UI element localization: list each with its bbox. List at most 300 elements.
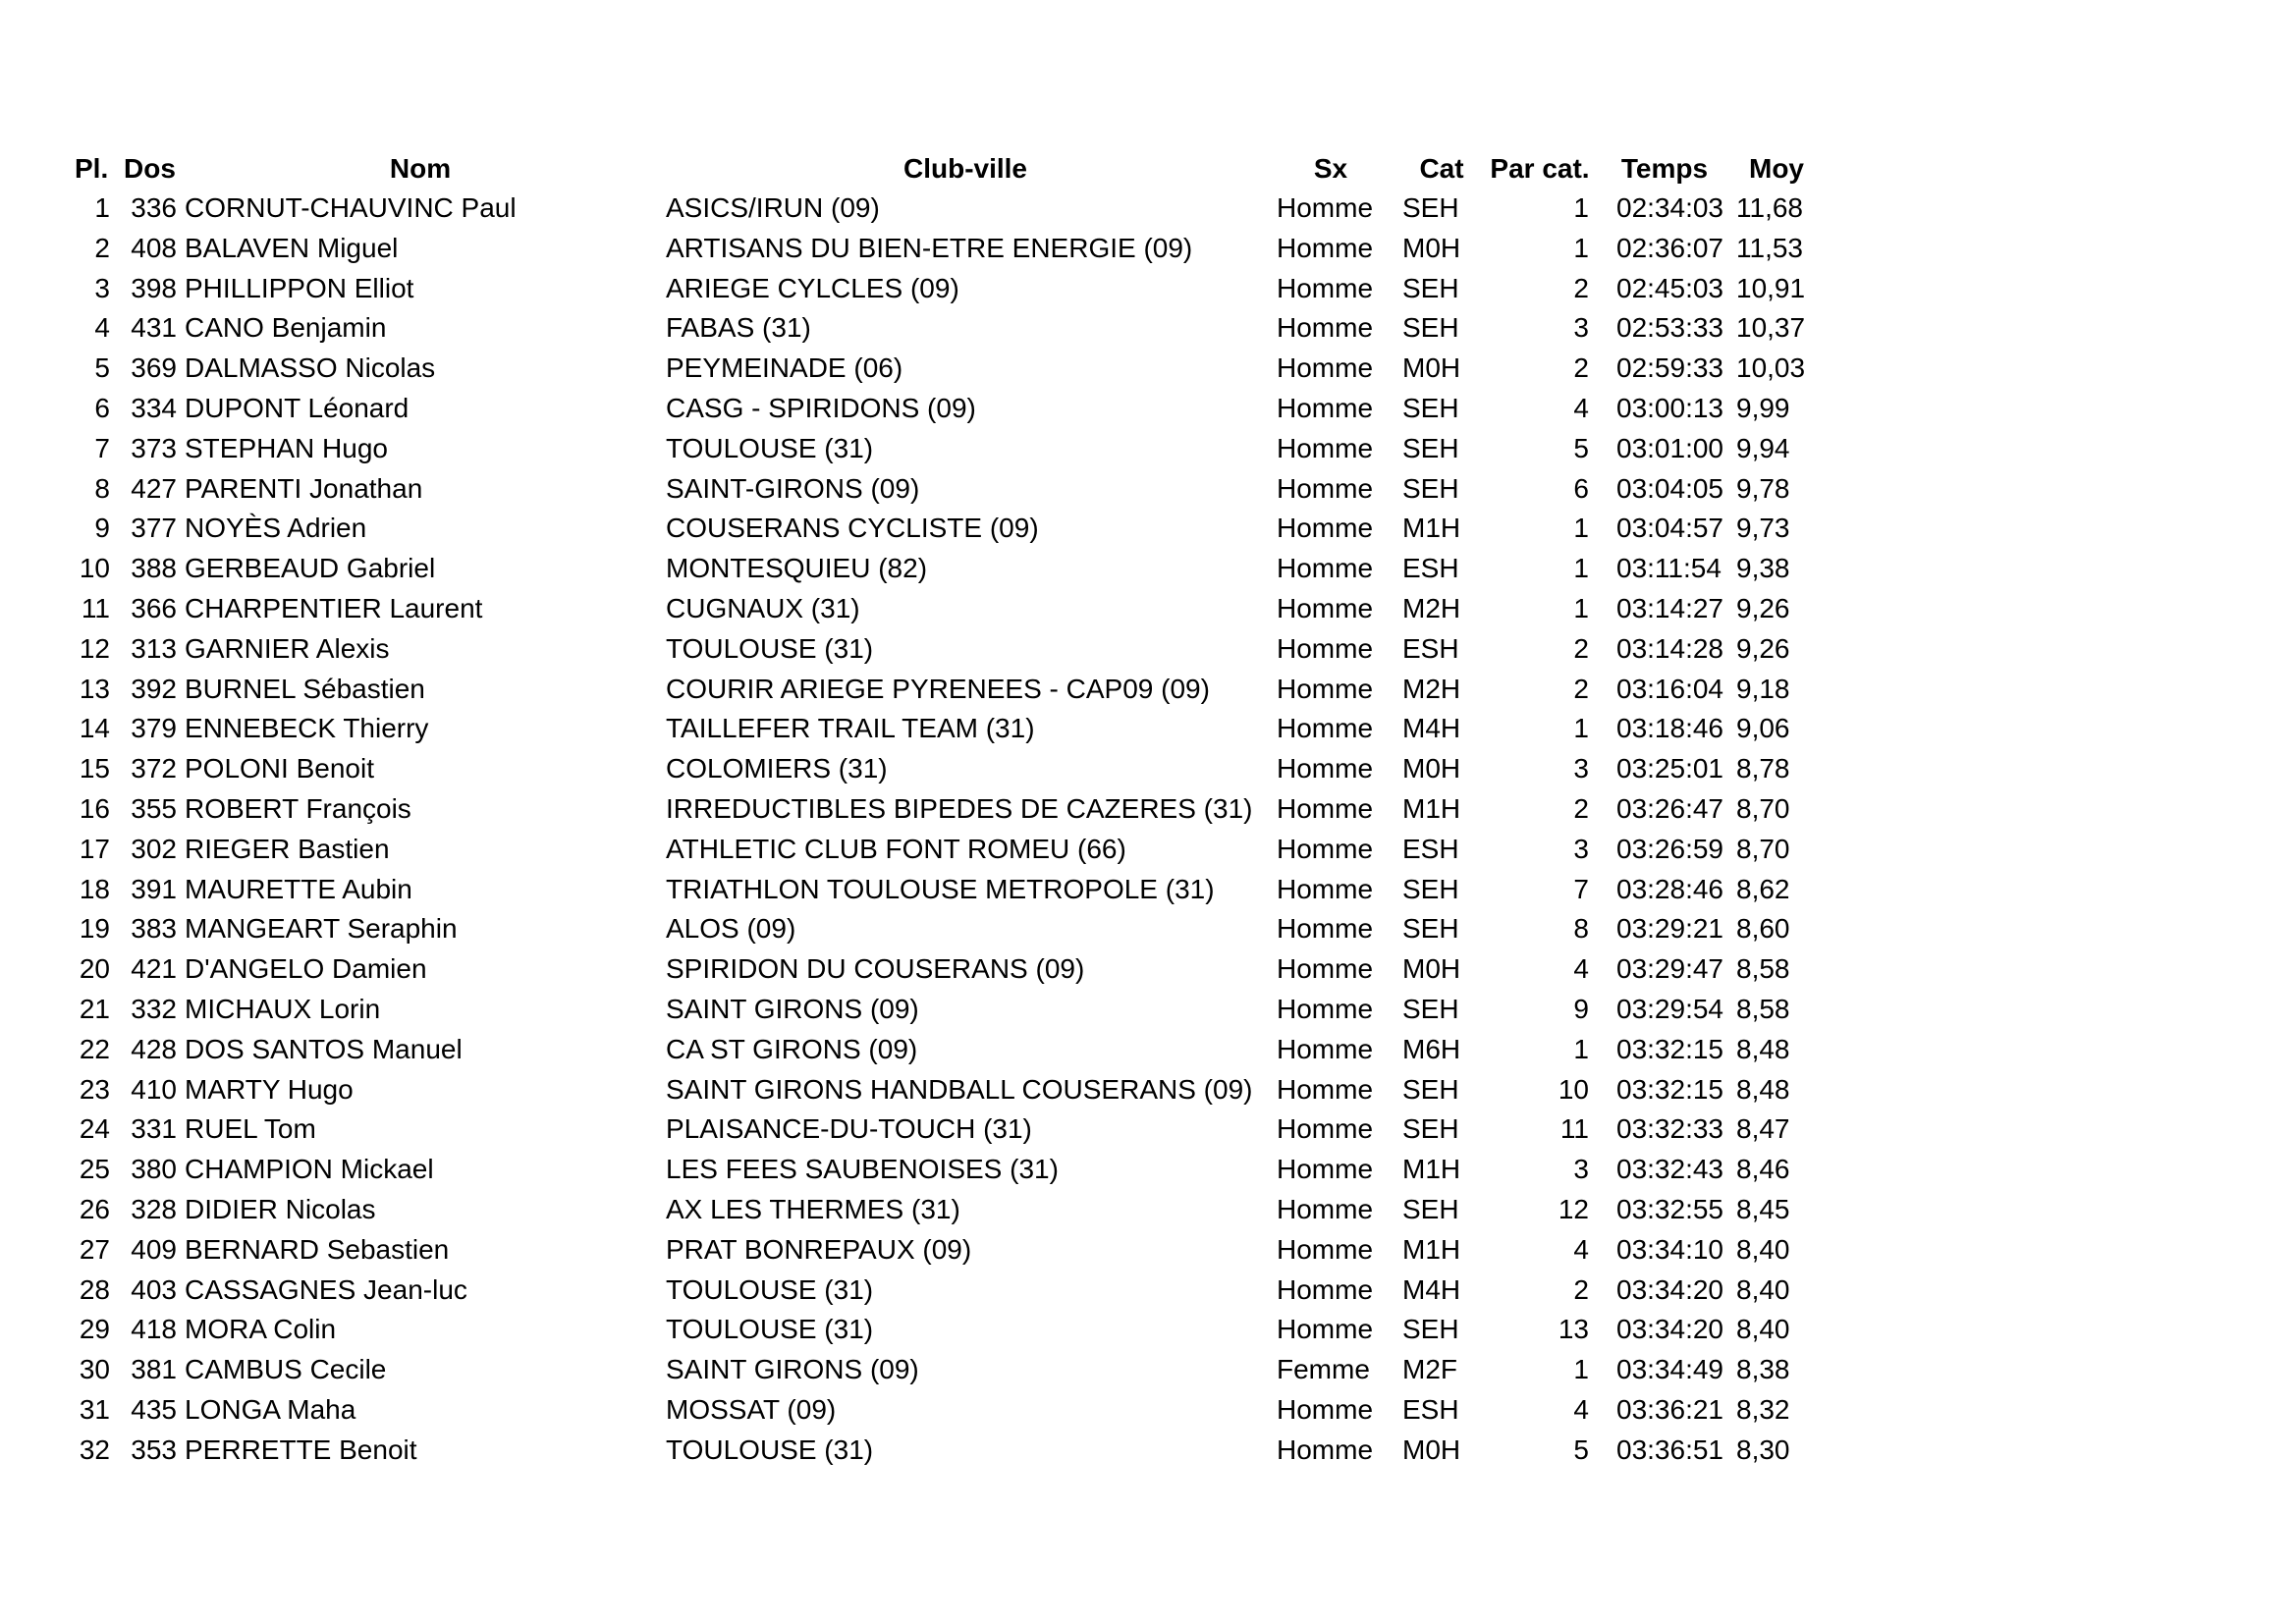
- cell-par-cat: 4: [1573, 1394, 1589, 1425]
- cell-club: AX LES THERMES (31): [666, 1194, 960, 1224]
- cell-dos: 410: [131, 1073, 177, 1105]
- cell-dos: 435: [131, 1394, 177, 1425]
- cell-sx: Homme: [1277, 1394, 1374, 1425]
- table-header: [0, 149, 2296, 189]
- cell-club: TOULOUSE (31): [666, 1314, 874, 1345]
- table-row: [0, 1030, 2296, 1069]
- cell-cat: SEH: [1402, 1113, 1459, 1145]
- cell-par-cat: 3: [1573, 1154, 1589, 1185]
- cell-par-cat: 1: [1573, 553, 1589, 584]
- cell-par-cat: 1: [1573, 232, 1589, 263]
- table-row: [0, 1390, 2296, 1430]
- cell-dos: 331: [131, 1113, 177, 1145]
- cell-temps: 03:14:27: [1616, 593, 1723, 623]
- table-row: [0, 909, 2296, 948]
- table-row: [0, 749, 2296, 788]
- cell-moy: 8,40: [1736, 1233, 1790, 1265]
- cell-pl: 13: [79, 673, 110, 704]
- cell-temps: 03:00:13: [1616, 393, 1723, 423]
- cell-par-cat: 2: [1573, 632, 1589, 664]
- header-club: Club-ville: [902, 153, 1027, 184]
- cell-sx: Homme: [1277, 833, 1374, 864]
- cell-nom: GERBEAUD Gabriel: [185, 553, 436, 584]
- cell-moy: 8,70: [1736, 793, 1790, 824]
- cell-temps: 03:32:33: [1616, 1113, 1723, 1145]
- cell-nom: CANO Benjamin: [185, 312, 387, 344]
- cell-moy: 9,26: [1736, 593, 1790, 623]
- header-temps: Temps: [1620, 153, 1709, 184]
- cell-temps: 03:34:10: [1616, 1233, 1723, 1265]
- cell-moy: 8,60: [1736, 913, 1790, 945]
- cell-temps: 03:29:54: [1616, 994, 1723, 1024]
- cell-sx: Homme: [1277, 272, 1374, 303]
- cell-pl: 31: [79, 1394, 110, 1425]
- cell-club: ARTISANS DU BIEN-ETRE ENERGIE (09): [666, 232, 1193, 263]
- cell-cat: SEH: [1402, 1314, 1459, 1345]
- cell-moy: 11,68: [1736, 192, 1803, 223]
- cell-cat: ESH: [1402, 1394, 1459, 1425]
- cell-temps: 03:29:47: [1616, 953, 1723, 985]
- cell-temps: 02:36:07: [1616, 232, 1723, 263]
- cell-moy: 8,70: [1736, 833, 1790, 864]
- cell-dos: 334: [131, 393, 177, 423]
- cell-sx: Homme: [1277, 1434, 1374, 1465]
- cell-cat: SEH: [1402, 994, 1459, 1024]
- cell-nom: CASSAGNES Jean-luc: [185, 1273, 467, 1305]
- table-row: [0, 389, 2296, 428]
- cell-nom: CAMBUS Cecile: [185, 1354, 387, 1385]
- cell-moy: 8,40: [1736, 1314, 1790, 1345]
- cell-moy: 10,37: [1736, 312, 1806, 344]
- cell-sx: Homme: [1277, 1033, 1374, 1064]
- cell-temps: 03:28:46: [1616, 873, 1723, 904]
- table-row: [0, 229, 2296, 268]
- cell-par-cat: 3: [1573, 753, 1589, 784]
- cell-par-cat: 2: [1573, 352, 1589, 384]
- cell-moy: 9,26: [1736, 632, 1790, 664]
- cell-dos: 355: [131, 793, 177, 824]
- cell-cat: M6H: [1402, 1033, 1461, 1064]
- cell-sx: Homme: [1277, 472, 1374, 504]
- cell-temps: 03:18:46: [1616, 713, 1723, 744]
- cell-pl: 15: [79, 753, 110, 784]
- cell-club: MONTESQUIEU (82): [666, 553, 928, 584]
- table-row: [0, 709, 2296, 748]
- cell-dos: 380: [131, 1154, 177, 1185]
- cell-club: CASG - SPIRIDONS (09): [666, 393, 976, 423]
- cell-pl: 9: [94, 513, 110, 544]
- cell-moy: 8,46: [1736, 1154, 1790, 1185]
- cell-dos: 427: [131, 472, 177, 504]
- cell-nom: BALAVEN Miguel: [185, 232, 399, 263]
- cell-moy: 9,73: [1736, 513, 1790, 544]
- header-sx: Sx: [1313, 153, 1348, 184]
- cell-club: ARIEGE CYLCLES (09): [666, 272, 959, 303]
- cell-sx: Homme: [1277, 793, 1374, 824]
- table-row: [0, 1150, 2296, 1189]
- table-row: [0, 549, 2296, 588]
- cell-cat: ESH: [1402, 632, 1459, 664]
- cell-cat: ESH: [1402, 553, 1459, 584]
- cell-temps: 03:01:00: [1616, 432, 1723, 463]
- cell-nom: STEPHAN Hugo: [185, 432, 388, 463]
- cell-par-cat: 4: [1573, 1233, 1589, 1265]
- cell-temps: 03:26:47: [1616, 793, 1723, 824]
- table-row: [0, 509, 2296, 548]
- cell-sx: Homme: [1277, 593, 1374, 623]
- cell-sx: Homme: [1277, 192, 1374, 223]
- cell-nom: CHAMPION Mickael: [185, 1154, 434, 1185]
- cell-cat: SEH: [1402, 432, 1459, 463]
- cell-club: CA ST GIRONS (09): [666, 1033, 918, 1064]
- cell-nom: POLONI Benoit: [185, 753, 374, 784]
- cell-nom: BURNEL Sébastien: [185, 673, 425, 704]
- cell-sx: Homme: [1277, 553, 1374, 584]
- cell-pl: 7: [94, 432, 110, 463]
- header-pl: Pl.: [75, 153, 109, 184]
- table-row: [0, 629, 2296, 669]
- cell-pl: 27: [79, 1233, 110, 1265]
- cell-nom: RIEGER Bastien: [185, 833, 390, 864]
- cell-par-cat: 12: [1558, 1194, 1589, 1224]
- cell-dos: 366: [131, 593, 177, 623]
- cell-cat: M4H: [1402, 1273, 1461, 1305]
- cell-club: PEYMEINADE (06): [666, 352, 903, 384]
- cell-par-cat: 6: [1573, 472, 1589, 504]
- cell-dos: 377: [131, 513, 177, 544]
- table-row: [0, 830, 2296, 869]
- cell-pl: 4: [94, 312, 110, 344]
- cell-pl: 1: [94, 192, 110, 223]
- cell-nom: GARNIER Alexis: [185, 632, 390, 664]
- cell-pl: 10: [79, 553, 110, 584]
- cell-temps: 03:32:15: [1616, 1073, 1723, 1105]
- cell-temps: 03:36:51: [1616, 1434, 1723, 1465]
- cell-dos: 408: [131, 232, 177, 263]
- table-row: [0, 870, 2296, 909]
- cell-temps: 03:25:01: [1616, 753, 1723, 784]
- cell-pl: 32: [79, 1434, 110, 1465]
- table-row: [0, 308, 2296, 348]
- header-nom: Nom: [389, 153, 452, 184]
- cell-temps: 03:11:54: [1616, 553, 1722, 584]
- cell-sx: Homme: [1277, 1194, 1374, 1224]
- cell-club: CUGNAUX (31): [666, 593, 860, 623]
- cell-par-cat: 1: [1573, 1033, 1589, 1064]
- cell-pl: 22: [79, 1033, 110, 1064]
- cell-nom: BERNARD Sebastien: [185, 1233, 450, 1265]
- table-row: [0, 189, 2296, 228]
- table-row: [0, 1431, 2296, 1470]
- cell-moy: 8,48: [1736, 1073, 1790, 1105]
- cell-nom: DIDIER Nicolas: [185, 1194, 376, 1224]
- cell-club: ATHLETIC CLUB FONT ROMEU (66): [666, 833, 1126, 864]
- cell-moy: 9,78: [1736, 472, 1790, 504]
- table-row: [0, 949, 2296, 989]
- cell-cat: M1H: [1402, 793, 1461, 824]
- table-row: [0, 349, 2296, 388]
- cell-sx: Homme: [1277, 994, 1374, 1024]
- cell-cat: M2H: [1402, 593, 1461, 623]
- cell-par-cat: 2: [1573, 1273, 1589, 1305]
- cell-pl: 8: [94, 472, 110, 504]
- cell-sx: Homme: [1277, 1113, 1374, 1145]
- cell-nom: MANGEART Seraphin: [185, 913, 458, 945]
- cell-cat: M0H: [1402, 232, 1461, 263]
- cell-dos: 302: [131, 833, 177, 864]
- cell-sx: Homme: [1277, 312, 1374, 344]
- cell-pl: 18: [79, 873, 110, 904]
- cell-temps: 03:04:57: [1616, 513, 1723, 544]
- cell-pl: 12: [79, 632, 110, 664]
- cell-moy: 10,03: [1736, 352, 1806, 384]
- cell-par-cat: 10: [1558, 1073, 1589, 1105]
- cell-cat: SEH: [1402, 312, 1459, 344]
- table-row: [0, 670, 2296, 709]
- cell-moy: 11,53: [1736, 232, 1803, 263]
- cell-dos: 403: [131, 1273, 177, 1305]
- cell-cat: M2F: [1402, 1354, 1457, 1385]
- cell-dos: 431: [131, 312, 177, 344]
- cell-pl: 11: [81, 593, 110, 623]
- cell-moy: 8,58: [1736, 994, 1790, 1024]
- cell-nom: DUPONT Léonard: [185, 393, 410, 423]
- cell-pl: 14: [79, 713, 110, 744]
- cell-cat: M0H: [1402, 352, 1461, 384]
- cell-temps: 03:34:49: [1616, 1354, 1723, 1385]
- cell-par-cat: 8: [1573, 913, 1589, 945]
- cell-temps: 03:32:43: [1616, 1154, 1723, 1185]
- cell-cat: SEH: [1402, 272, 1459, 303]
- cell-club: COLOMIERS (31): [666, 753, 888, 784]
- cell-cat: M1H: [1402, 513, 1461, 544]
- cell-par-cat: 3: [1573, 833, 1589, 864]
- cell-sx: Homme: [1277, 1273, 1374, 1305]
- cell-pl: 28: [79, 1273, 110, 1305]
- cell-nom: MICHAUX Lorin: [185, 994, 381, 1024]
- cell-dos: 428: [131, 1033, 177, 1064]
- cell-temps: 03:32:15: [1616, 1033, 1723, 1064]
- cell-nom: CORNUT-CHAUVINC Paul: [185, 192, 517, 223]
- cell-par-cat: 2: [1573, 272, 1589, 303]
- cell-club: LES FEES SAUBENOISES (31): [666, 1154, 1059, 1185]
- cell-club: COURIR ARIEGE PYRENEES - CAP09 (09): [666, 673, 1210, 704]
- cell-dos: 336: [131, 192, 177, 223]
- cell-cat: M0H: [1402, 753, 1461, 784]
- cell-dos: 392: [131, 673, 177, 704]
- cell-temps: 02:53:33: [1616, 312, 1723, 344]
- cell-moy: 8,78: [1736, 753, 1790, 784]
- cell-nom: ENNEBECK Thierry: [185, 713, 429, 744]
- cell-sx: Homme: [1277, 352, 1374, 384]
- cell-pl: 26: [79, 1194, 110, 1224]
- cell-sx: Homme: [1277, 1314, 1374, 1345]
- cell-dos: 369: [131, 352, 177, 384]
- cell-pl: 19: [79, 913, 110, 945]
- cell-sx: Homme: [1277, 232, 1374, 263]
- cell-temps: 03:16:04: [1616, 673, 1723, 704]
- cell-nom: DALMASSO Nicolas: [185, 352, 436, 384]
- cell-temps: 03:14:28: [1616, 632, 1723, 664]
- cell-temps: 03:36:21: [1616, 1394, 1723, 1425]
- header-moy: Moy: [1749, 153, 1804, 184]
- cell-club: COUSERANS CYCLISTE (09): [666, 513, 1039, 544]
- cell-cat: SEH: [1402, 1073, 1459, 1105]
- cell-temps: 03:26:59: [1616, 833, 1723, 864]
- cell-sx: Homme: [1277, 632, 1374, 664]
- cell-dos: 313: [131, 632, 177, 664]
- cell-club: MOSSAT (09): [666, 1394, 837, 1425]
- table-row: [0, 1070, 2296, 1109]
- cell-club: TRIATHLON TOULOUSE METROPOLE (31): [666, 873, 1215, 904]
- cell-moy: 9,94: [1736, 432, 1790, 463]
- cell-moy: 9,18: [1736, 673, 1790, 704]
- cell-temps: 02:59:33: [1616, 352, 1723, 384]
- cell-club: TOULOUSE (31): [666, 632, 874, 664]
- cell-par-cat: 13: [1558, 1314, 1589, 1345]
- cell-sx: Homme: [1277, 913, 1374, 945]
- cell-dos: 353: [131, 1434, 177, 1465]
- table-row: [0, 1350, 2296, 1389]
- cell-temps: 03:29:21: [1616, 913, 1723, 945]
- cell-pl: 29: [79, 1314, 110, 1345]
- cell-moy: 8,30: [1736, 1434, 1790, 1465]
- cell-moy: 8,58: [1736, 953, 1790, 985]
- cell-nom: NOYÈS Adrien: [185, 513, 367, 544]
- cell-club: SAINT-GIRONS (09): [666, 472, 920, 504]
- cell-club: IRREDUCTIBLES BIPEDES DE CAZERES (31): [666, 793, 1253, 824]
- cell-temps: 03:32:55: [1616, 1194, 1723, 1224]
- cell-pl: 23: [79, 1073, 110, 1105]
- cell-sx: Homme: [1277, 1073, 1374, 1105]
- cell-dos: 398: [131, 272, 177, 303]
- cell-cat: SEH: [1402, 472, 1459, 504]
- cell-moy: 8,38: [1736, 1354, 1790, 1385]
- cell-nom: CHARPENTIER Laurent: [185, 593, 483, 623]
- cell-temps: 02:34:03: [1616, 192, 1723, 223]
- cell-nom: D'ANGELO Damien: [185, 953, 427, 985]
- cell-sx: Homme: [1277, 873, 1374, 904]
- cell-pl: 24: [79, 1113, 110, 1145]
- cell-nom: DOS SANTOS Manuel: [185, 1033, 463, 1064]
- cell-par-cat: 9: [1573, 994, 1589, 1024]
- cell-par-cat: 1: [1573, 713, 1589, 744]
- cell-dos: 381: [131, 1354, 177, 1385]
- cell-moy: 8,48: [1736, 1033, 1790, 1064]
- cell-dos: 328: [131, 1194, 177, 1224]
- cell-club: PRAT BONREPAUX (09): [666, 1233, 972, 1265]
- cell-par-cat: 5: [1573, 1434, 1589, 1465]
- cell-dos: 421: [131, 953, 177, 985]
- cell-club: SAINT GIRONS HANDBALL COUSERANS (09): [666, 1073, 1253, 1105]
- cell-cat: SEH: [1402, 393, 1459, 423]
- cell-sx: Homme: [1277, 953, 1374, 985]
- cell-sx: Homme: [1277, 1154, 1374, 1185]
- cell-dos: 332: [131, 994, 177, 1024]
- cell-nom: ROBERT François: [185, 793, 411, 824]
- cell-cat: ESH: [1402, 833, 1459, 864]
- cell-dos: 383: [131, 913, 177, 945]
- cell-sx: Homme: [1277, 513, 1374, 544]
- cell-dos: 391: [131, 873, 177, 904]
- cell-moy: 8,32: [1736, 1394, 1790, 1425]
- cell-temps: 03:34:20: [1616, 1273, 1723, 1305]
- cell-nom: PERRETTE Benoit: [185, 1434, 417, 1465]
- cell-pl: 3: [94, 272, 110, 303]
- cell-cat: M1H: [1402, 1154, 1461, 1185]
- cell-club: ALOS (09): [666, 913, 796, 945]
- cell-par-cat: 11: [1559, 1113, 1589, 1145]
- cell-pl: 17: [79, 833, 110, 864]
- table-row: [0, 789, 2296, 829]
- cell-temps: 03:04:05: [1616, 472, 1723, 504]
- table-row: [0, 1109, 2296, 1149]
- table-row: [0, 990, 2296, 1029]
- cell-pl: 25: [79, 1154, 110, 1185]
- cell-dos: 388: [131, 553, 177, 584]
- cell-cat: M2H: [1402, 673, 1461, 704]
- header-par-cat: Par cat.: [1490, 153, 1590, 184]
- cell-nom: PHILLIPPON Elliot: [185, 272, 414, 303]
- cell-pl: 6: [94, 393, 110, 423]
- cell-cat: M0H: [1402, 1434, 1461, 1465]
- cell-club: TAILLEFER TRAIL TEAM (31): [666, 713, 1035, 744]
- cell-nom: RUEL Tom: [185, 1113, 316, 1145]
- cell-par-cat: 2: [1573, 793, 1589, 824]
- cell-moy: 8,45: [1736, 1194, 1790, 1224]
- cell-moy: 8,47: [1736, 1113, 1790, 1145]
- cell-sx: Homme: [1277, 1233, 1374, 1265]
- cell-par-cat: 7: [1573, 873, 1589, 904]
- cell-moy: 9,38: [1736, 553, 1790, 584]
- cell-par-cat: 1: [1573, 192, 1589, 223]
- cell-dos: 379: [131, 713, 177, 744]
- cell-cat: SEH: [1402, 913, 1459, 945]
- cell-pl: 30: [79, 1354, 110, 1385]
- table-row: [0, 1230, 2296, 1270]
- cell-dos: 418: [131, 1314, 177, 1345]
- cell-sx: Homme: [1277, 393, 1374, 423]
- cell-nom: MAURETTE Aubin: [185, 873, 412, 904]
- cell-par-cat: 1: [1573, 1354, 1589, 1385]
- cell-cat: SEH: [1402, 1194, 1459, 1224]
- cell-nom: PARENTI Jonathan: [185, 472, 423, 504]
- cell-nom: MORA Colin: [185, 1314, 337, 1345]
- cell-dos: 372: [131, 753, 177, 784]
- cell-par-cat: 1: [1573, 513, 1589, 544]
- cell-par-cat: 1: [1573, 593, 1589, 623]
- cell-pl: 21: [79, 994, 110, 1024]
- cell-moy: 9,99: [1736, 393, 1790, 423]
- cell-temps: 02:45:03: [1616, 272, 1723, 303]
- cell-pl: 5: [94, 352, 110, 384]
- cell-cat: SEH: [1402, 192, 1459, 223]
- cell-club: TOULOUSE (31): [666, 1434, 874, 1465]
- table-row: [0, 429, 2296, 468]
- cell-temps: 03:34:20: [1616, 1314, 1723, 1345]
- cell-nom: MARTY Hugo: [185, 1073, 354, 1105]
- cell-club: PLAISANCE-DU-TOUCH (31): [666, 1113, 1032, 1145]
- cell-sx: Femme: [1277, 1354, 1370, 1385]
- table-row: [0, 1190, 2296, 1229]
- header-dos: Dos: [124, 153, 176, 184]
- table-row: [0, 1310, 2296, 1349]
- cell-moy: 8,40: [1736, 1273, 1790, 1305]
- cell-pl: 2: [94, 232, 110, 263]
- cell-cat: M0H: [1402, 953, 1461, 985]
- cell-sx: Homme: [1277, 432, 1374, 463]
- cell-sx: Homme: [1277, 673, 1374, 704]
